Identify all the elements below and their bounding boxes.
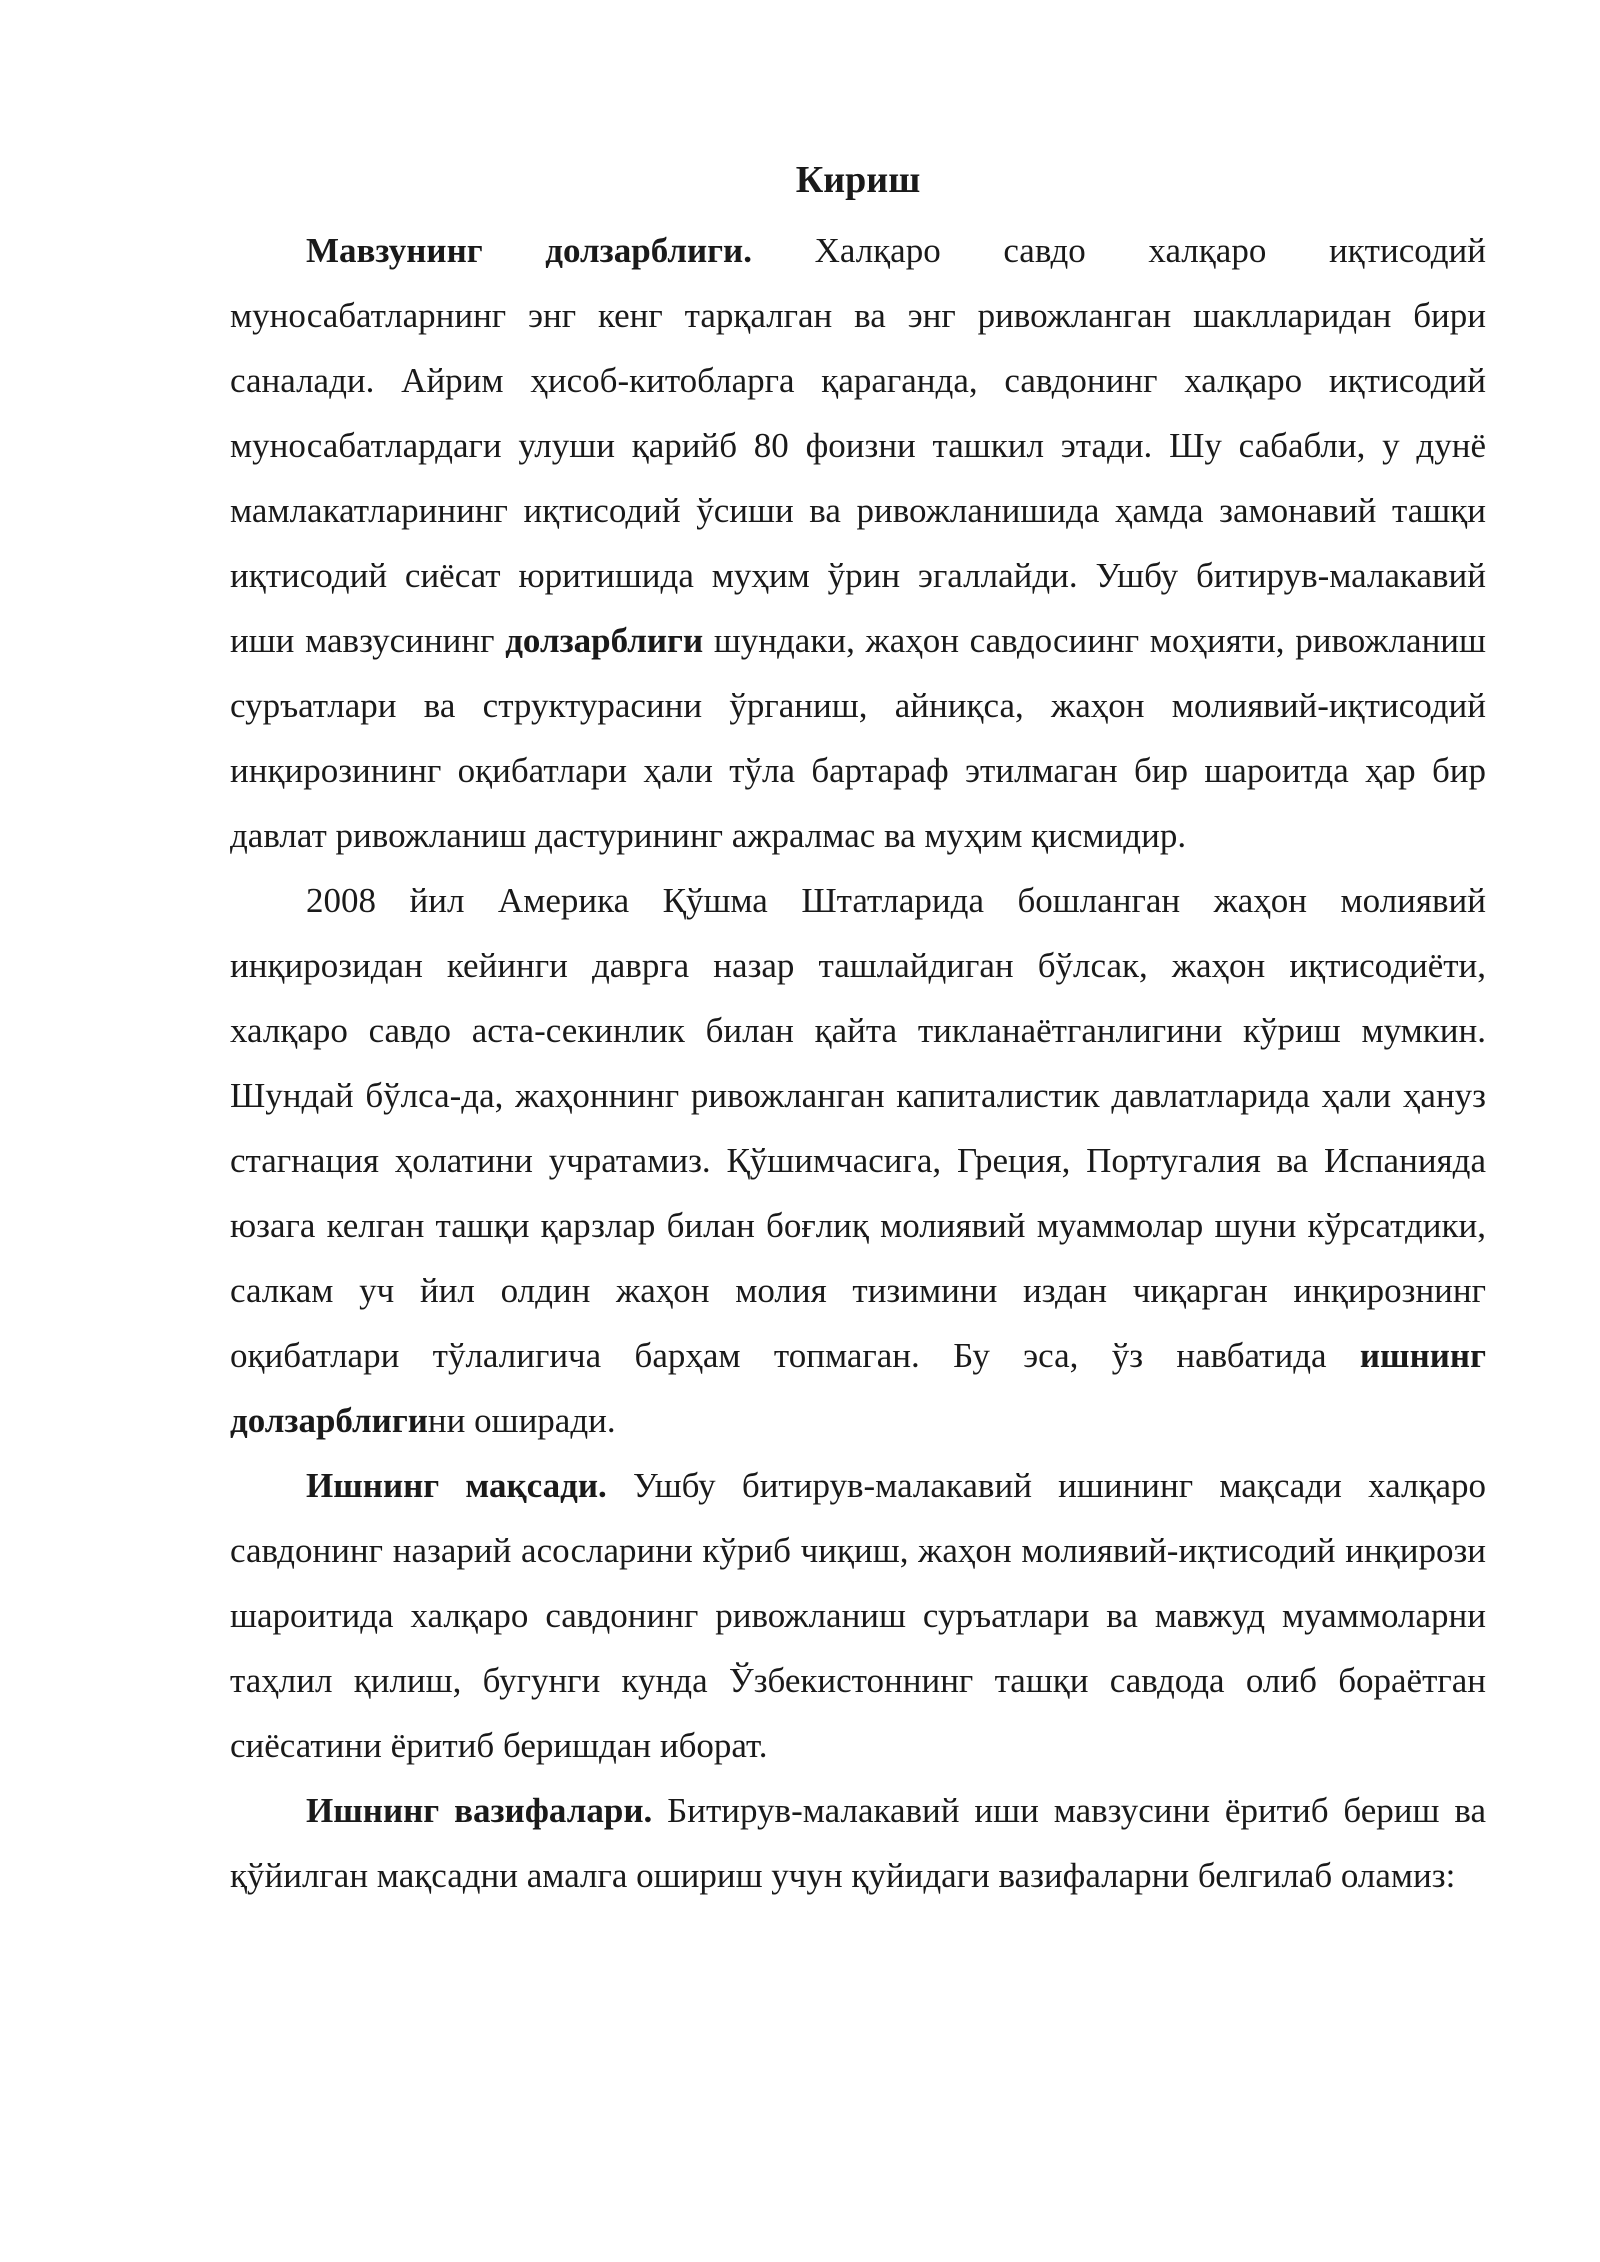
bold-term: долзарблиги (505, 621, 704, 660)
bold-term: ишнинг долзарблиги (230, 1336, 1486, 1440)
paragraph-text: Халқаро савдо халқаро иқтисодий муносабатларнинг энг кенг тарқалган ва энг ривожланган шаклларидан бири саналади. Айрим ҳисоб-китобларга қараганда, савдонинг халқаро иқтисодий муносабатлардаги улуши қарийб 80 фоизни ташкил этади. Шу сабабли, у дунё мамлакатларининг иқтисодий ўсиши ва ривожланишида ҳамда замонавий ташқи иқтисодий сиёсат юритишида муҳим ўрин эгаллайди. Ушбу битирув-малакавий иши мавзусининг (230, 231, 1487, 660)
paragraph-text: шундаки, жаҳон савдосиинг моҳияти, ривожланиш суръатлари ва структурасини ўрганиш, айниқса, жаҳон молиявий-иқтисодий инқирозининг оқибатлари ҳали тўла бартараф этилмаган бир шароитда ҳар бир давлат ривожланиш дастурининг ажралмас ва муҳим қисмидир. (230, 621, 1486, 855)
document-body (230, 150, 1486, 1908)
paragraph-heading-tasks: Ишнинг вазифалари. (306, 1791, 653, 1830)
paragraph-text: 2008 йил Америка Қўшма Штатларида бошланган жаҳон молиявий инқирозидан кейинги даврга назар ташлайдиган бўлсак, жаҳон иқтисодиёти, халқаро савдо аста-секинлик билан қайта тикланаётганлигини кўриш мумкин. Шундай бўлса-да, жаҳоннинг ривожланган капиталистик давлатларида ҳали ҳануз стагнация ҳолатини учратамиз. Қўшимчасига, Греция, Португалия ва Испанияда юзага келган ташқи қарзлар билан боғлиқ молиявий муаммолар шуни кўрсатдики, салкам уч йил олдин жаҳон молия тизимини издан чиқарган инқирознинг оқибатлари тўлалигича барҳам топмаган. Бу эса, ўз навбатида (230, 881, 1486, 1375)
paragraph-text: Битирув-малакавий иши мавзусини ёритиб бериш ва қўйилган мақсадни амалга ошириш учун қуйидаги вазифаларни белгилаб оламиз: (230, 1791, 1486, 1895)
paragraph-goal (230, 1453, 1486, 1778)
paragraph-tasks (230, 1778, 1486, 1908)
page-title: Кириш (795, 159, 921, 201)
paragraph-text: ни оширади. (427, 1401, 616, 1440)
paragraph-heading-relevance: Мавзунинг долзарблиги. (306, 231, 752, 270)
paragraph-heading-goal: Ишнинг мақсади. (306, 1466, 607, 1505)
paragraph-text: Ушбу битирув-малакавий ишининг мақсади халқаро савдонинг назарий асосларини кўриб чиқиш, жаҳон молиявий-иқтисодий инқирози шароитида халқаро савдонинг ривожланиш суръатлари ва мавжуд муаммоларни таҳлил қилиш, бугунги кунда Ўзбекистоннинг ташқи савдода олиб бораётган сиёсатини ёритиб беришдан иборат. (230, 1466, 1486, 1765)
paragraph-crisis (230, 868, 1486, 1453)
paragraph-relevance (230, 218, 1486, 868)
